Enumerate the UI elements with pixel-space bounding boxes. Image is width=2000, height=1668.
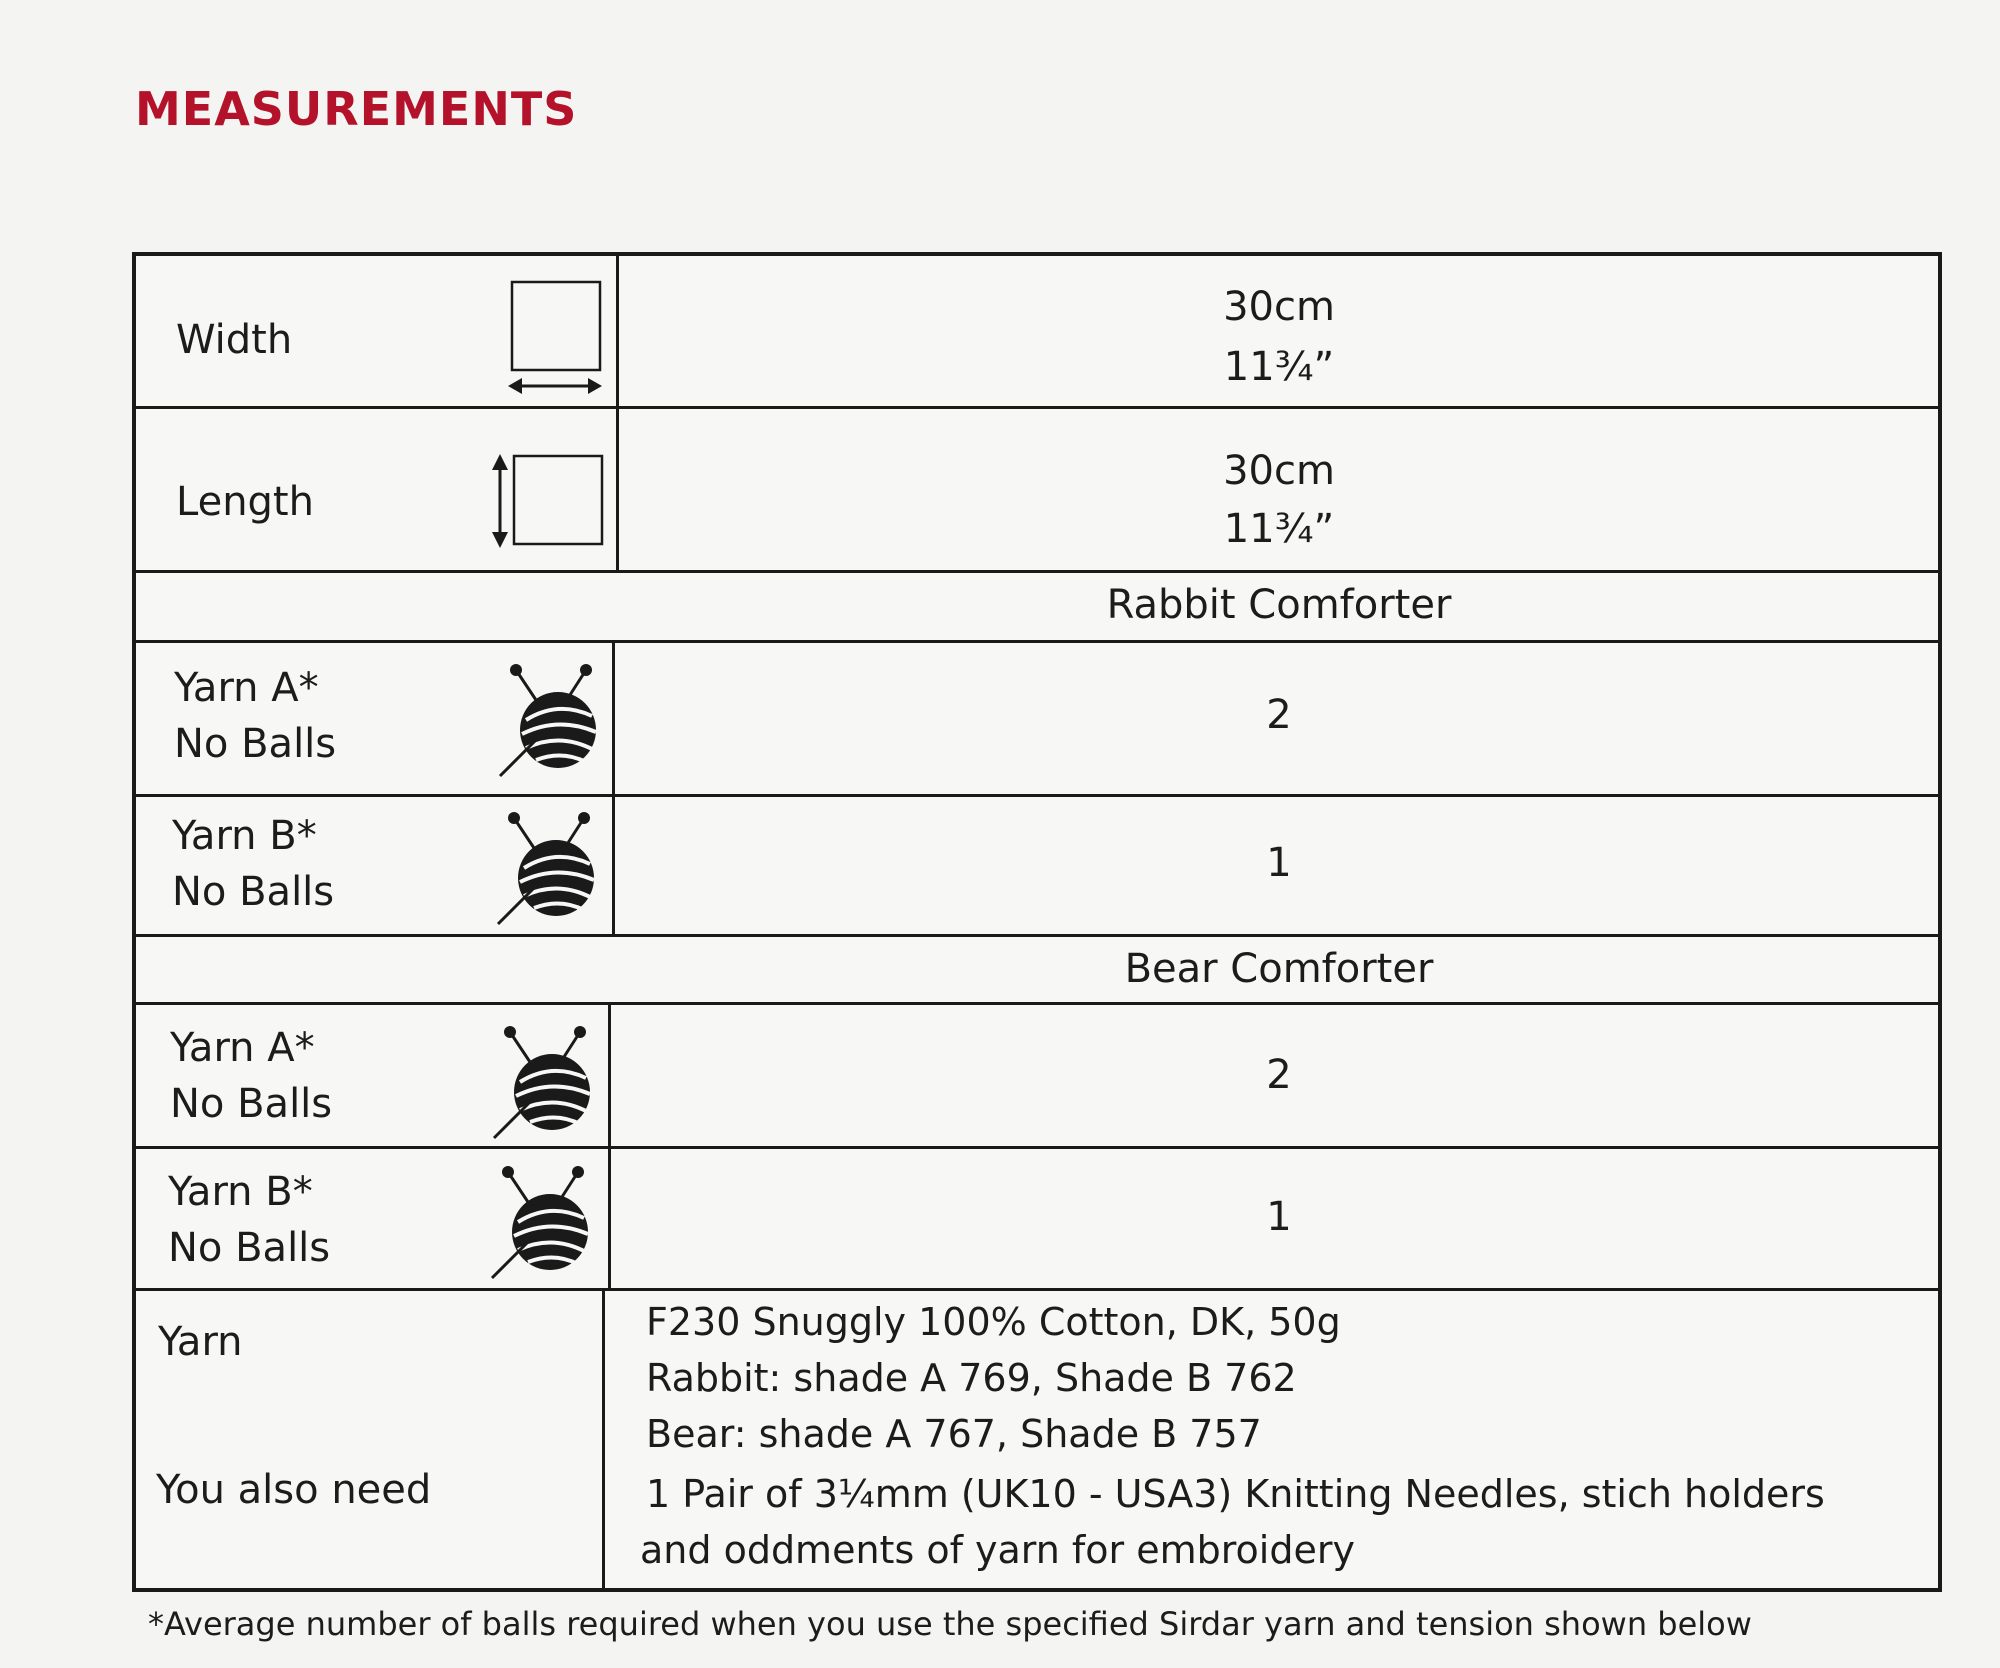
row-divider xyxy=(136,1288,1938,1291)
yarn-ball-icon xyxy=(490,1022,600,1142)
length-square-icon xyxy=(486,452,606,550)
row-divider xyxy=(136,406,1938,409)
row-divider xyxy=(136,794,1938,797)
yarn-ball-icon xyxy=(494,808,604,928)
column-divider xyxy=(612,640,615,934)
column-divider xyxy=(616,256,619,570)
page-title: MEASUREMENTS xyxy=(135,82,578,136)
you-also-need-label: You also need xyxy=(156,1467,432,1513)
yarn-ball-icon xyxy=(488,1162,598,1282)
bear-yarn-b-label: Yarn B* xyxy=(168,1169,313,1215)
also-need-line: and oddments of yarn for embroidery xyxy=(640,1528,1355,1572)
bear-yarn-b-balls-label: No Balls xyxy=(168,1225,331,1271)
length-value-cm: 30cm xyxy=(1223,448,1335,494)
rabbit-yarn-b-value: 1 xyxy=(1266,840,1292,886)
rabbit-section-title: Rabbit Comforter xyxy=(1106,582,1452,628)
yarn-label: Yarn xyxy=(158,1319,243,1365)
column-divider xyxy=(608,1002,611,1288)
bear-yarn-b-value: 1 xyxy=(1266,1194,1292,1240)
width-value-cm: 30cm xyxy=(1223,284,1335,330)
rabbit-yarn-a-balls-label: No Balls xyxy=(174,721,337,767)
width-label: Width xyxy=(176,317,293,363)
bear-yarn-a-balls-label: No Balls xyxy=(170,1081,333,1127)
column-divider xyxy=(602,1288,605,1592)
length-value-in: 11¾” xyxy=(1223,506,1335,552)
footnote: *Average number of balls required when you use the specified Sirdar yarn and tension shown below xyxy=(148,1605,1752,1643)
yarn-ball-icon xyxy=(496,660,606,780)
yarn-line: Bear: shade A 767, Shade B 757 xyxy=(646,1412,1262,1456)
rabbit-yarn-a-label: Yarn A* xyxy=(174,665,319,711)
bear-yarn-a-label: Yarn A* xyxy=(170,1025,315,1071)
row-divider xyxy=(136,1002,1938,1005)
bear-yarn-a-value: 2 xyxy=(1266,1052,1292,1098)
width-square-icon xyxy=(504,278,604,398)
measurements-table xyxy=(132,252,1942,1592)
yarn-line: Rabbit: shade A 769, Shade B 762 xyxy=(646,1356,1297,1400)
row-divider xyxy=(136,640,1938,643)
also-need-line: 1 Pair of 3¼mm (UK10 - USA3) Knitting Needles, stich holders xyxy=(646,1472,1825,1516)
rabbit-yarn-b-balls-label: No Balls xyxy=(172,869,335,915)
row-divider xyxy=(136,1146,1938,1149)
yarn-line: F230 Snuggly 100% Cotton, DK, 50g xyxy=(646,1300,1341,1344)
rabbit-yarn-b-label: Yarn B* xyxy=(172,813,317,859)
width-value-in: 11¾” xyxy=(1223,344,1335,390)
length-label: Length xyxy=(176,479,314,525)
rabbit-yarn-a-value: 2 xyxy=(1266,692,1292,738)
bear-section-title: Bear Comforter xyxy=(1124,946,1434,992)
